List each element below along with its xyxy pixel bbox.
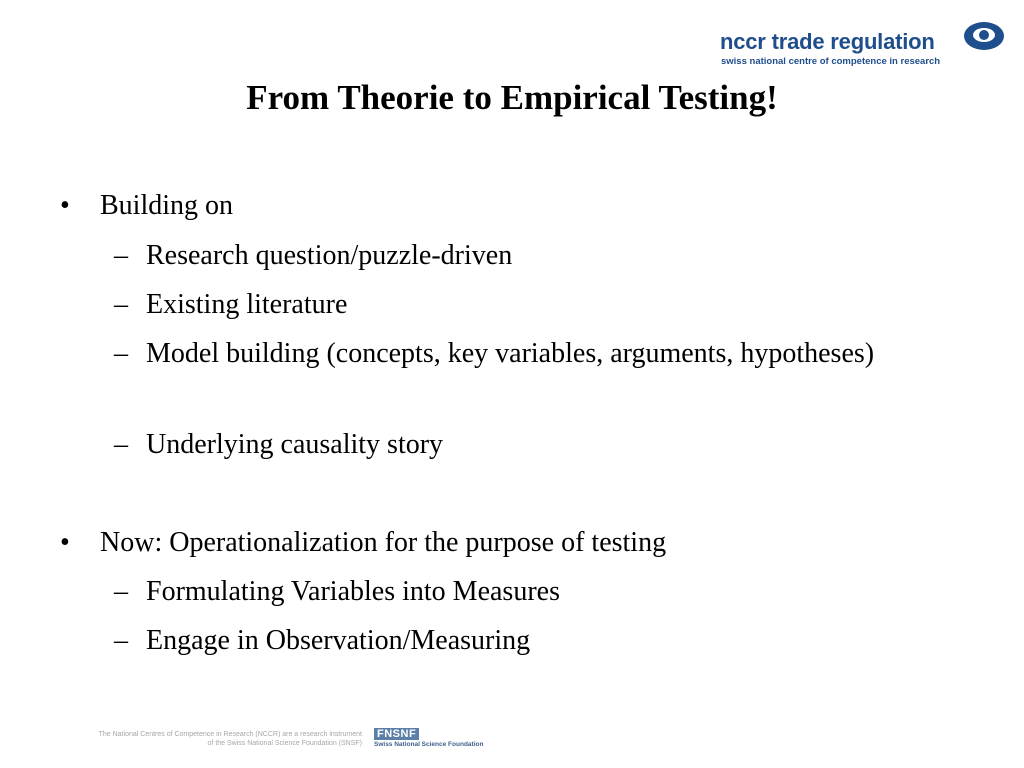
bullet-text: Building on xyxy=(100,190,234,221)
logo-trade-regulation-text: trade regulation xyxy=(771,29,935,54)
footer-disclaimer-line2: of the Swiss National Science Foundation (SNSF) xyxy=(207,740,362,747)
sub-bullet-item xyxy=(114,334,906,374)
footer-disclaimer-line1: The National Centres of Competence in Research (NCCR) are a research instrument xyxy=(98,731,362,738)
sub-bullet-item xyxy=(114,285,906,325)
sub-bullet-text: Existing literature xyxy=(146,289,348,320)
sub-bullet-item xyxy=(114,236,906,276)
sub-bullet-text: Formulating Variables into Measures xyxy=(146,576,560,607)
snsf-logo-name: Swiss National Science Foundation xyxy=(374,741,484,748)
snsf-logo-mark: FNSNF xyxy=(374,728,419,740)
sub-bullet-text: Underlying causality story xyxy=(146,429,444,460)
bullet-item xyxy=(60,188,234,224)
snsf-logo xyxy=(374,728,504,752)
bullet-mark: • xyxy=(60,527,70,558)
dash-mark: – xyxy=(114,576,128,607)
dash-mark: – xyxy=(114,429,128,460)
sub-bullet-item xyxy=(114,572,906,612)
dash-mark: – xyxy=(114,240,128,271)
logo-nccr-text: nccr xyxy=(720,29,766,54)
bullet-item xyxy=(60,525,667,561)
sub-bullet-item xyxy=(114,621,906,661)
footer-disclaimer xyxy=(60,730,362,748)
logo-subtitle: swiss national centre of competence in research xyxy=(721,56,941,67)
sub-bullet-item xyxy=(114,425,906,465)
sub-bullet-text: Engage in Observation/Measuring xyxy=(146,625,531,656)
logo-wordmark xyxy=(720,30,935,54)
dash-mark: – xyxy=(114,625,128,656)
bullet-mark: • xyxy=(60,190,70,221)
slide-title: From Theorie to Empirical Testing! xyxy=(246,78,778,117)
dash-mark: – xyxy=(114,289,128,320)
nccr-logo xyxy=(720,18,1010,70)
eye-icon xyxy=(962,19,1006,53)
bullet-text: Now: Operationalization for the purpose of testing xyxy=(100,527,667,558)
sub-bullet-text: Research question/puzzle-driven xyxy=(146,240,513,271)
sub-bullet-text: Model building (concepts, key variables, arguments, hypotheses) xyxy=(146,338,875,369)
dash-mark: – xyxy=(114,338,128,369)
